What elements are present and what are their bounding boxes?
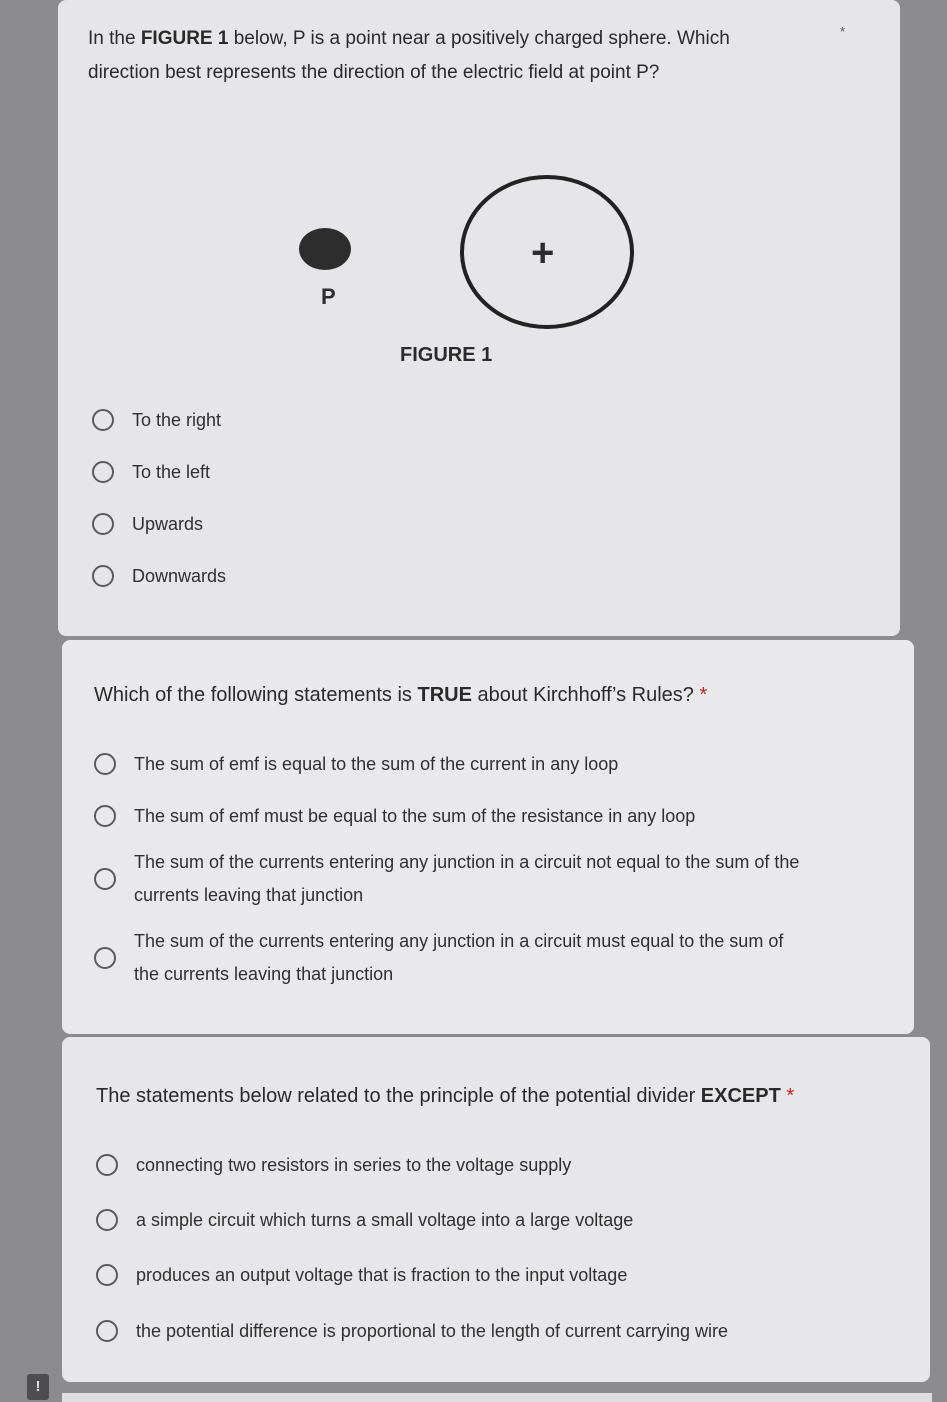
required-asterisk: * xyxy=(786,1085,795,1107)
question-text-end: below, P is a point near a positively charged sphere. Which xyxy=(228,28,730,49)
option-label-line2: currents leaving that junction xyxy=(134,885,364,905)
radio-button[interactable] xyxy=(92,461,114,483)
option-label xyxy=(134,925,783,991)
question-title xyxy=(88,22,848,90)
question-text-bold: FIGURE 1 xyxy=(140,28,229,49)
required-asterisk: * xyxy=(840,24,846,39)
question-text-bold: EXCEPT xyxy=(700,1085,781,1107)
option-divider-3[interactable] xyxy=(96,1259,627,1291)
option-kirchhoff-3[interactable] xyxy=(94,846,799,912)
radio-button[interactable] xyxy=(96,1154,118,1176)
point-p-label: P xyxy=(321,284,336,309)
option-label: connecting two resistors in series to the voltage supply xyxy=(136,1155,572,1175)
question-text-bold: TRUE xyxy=(417,684,472,706)
option-label: The sum of emf must be equal to the sum of the resistance in any loop xyxy=(134,806,696,826)
radio-button[interactable] xyxy=(92,409,114,431)
radio-button[interactable] xyxy=(96,1264,118,1286)
radio-button[interactable] xyxy=(94,805,116,827)
option-label-line2: the currents leaving that junction xyxy=(134,964,394,984)
option-label-line1: The sum of the currents entering any junction in a circuit must equal to the sum of xyxy=(134,931,784,951)
question-text-start: Which of the following statements is xyxy=(94,684,418,706)
option-kirchhoff-1[interactable] xyxy=(94,748,618,780)
option-label: To the right xyxy=(132,410,222,430)
option-divider-4[interactable] xyxy=(96,1315,728,1347)
option-label: Downwards xyxy=(132,566,227,586)
question-card-potential-divider xyxy=(62,1037,930,1382)
question-text-start: In the xyxy=(88,28,141,49)
question-text-end: about Kirchhoff’s Rules? xyxy=(471,684,694,706)
option-downwards[interactable] xyxy=(92,560,226,592)
question-title xyxy=(96,1079,794,1113)
next-card-edge xyxy=(62,1393,932,1402)
option-label xyxy=(134,846,799,912)
point-p-dot xyxy=(299,228,351,270)
question-card-kirchhoff xyxy=(62,640,914,1034)
option-to-the-left[interactable] xyxy=(92,456,210,488)
radio-button[interactable] xyxy=(96,1209,118,1231)
option-kirchhoff-2[interactable] xyxy=(94,800,695,832)
option-label: produces an output voltage that is fraction to the input voltage xyxy=(136,1265,628,1285)
question-text-line2: direction best represents the direction of the electric field at point P? xyxy=(88,62,660,83)
question-text-start: The statements below related to the principle of the potential divider xyxy=(96,1085,701,1107)
figure-caption: FIGURE 1 xyxy=(400,344,493,366)
option-label-line1: The sum of the currents entering any junction in a circuit not equal to the sum of the xyxy=(134,852,800,872)
required-asterisk: * xyxy=(699,684,708,706)
radio-button[interactable] xyxy=(92,565,114,587)
option-label: Upwards xyxy=(132,514,204,534)
radio-button[interactable] xyxy=(94,868,116,890)
radio-button[interactable] xyxy=(96,1320,118,1342)
option-label: a simple circuit which turns a small voltage into a large voltage xyxy=(136,1210,634,1230)
option-kirchhoff-4[interactable] xyxy=(94,925,783,991)
question-title xyxy=(94,678,707,712)
option-label: To the left xyxy=(132,462,211,482)
exclamation-icon[interactable]: ! xyxy=(27,1374,49,1400)
option-upwards[interactable] xyxy=(92,508,203,540)
plus-sign-icon: + xyxy=(531,231,555,275)
option-divider-2[interactable] xyxy=(96,1204,633,1236)
option-to-the-right[interactable] xyxy=(92,404,221,436)
radio-button[interactable] xyxy=(92,513,114,535)
option-divider-1[interactable] xyxy=(96,1149,571,1181)
option-label: The sum of emf is equal to the sum of the current in any loop xyxy=(134,754,619,774)
option-label: the potential difference is proportional to the length of current carrying wire xyxy=(136,1321,729,1341)
radio-button[interactable] xyxy=(94,947,116,969)
radio-button[interactable] xyxy=(94,753,116,775)
